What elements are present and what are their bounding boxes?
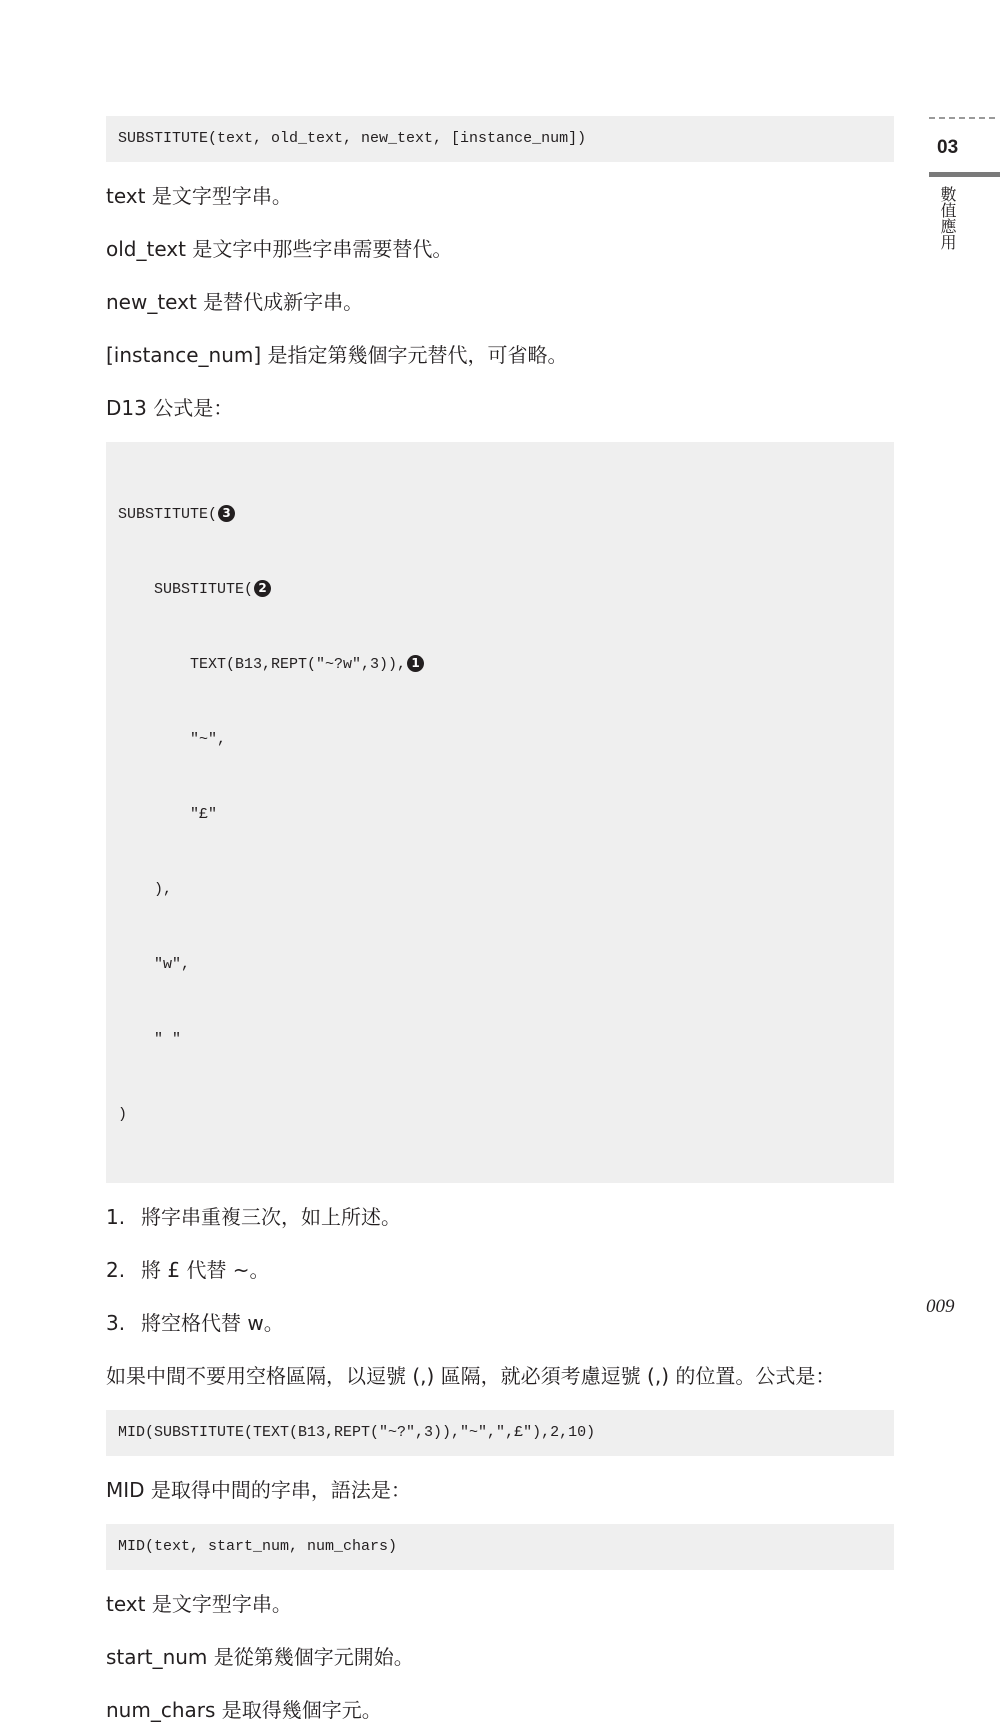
paragraph-old-text-arg: old_text 是文字中那些字串需要替代。	[106, 237, 453, 261]
code-block-substitute-syntax: SUBSTITUTE(text, old_text, new_text, [instance_num])	[106, 116, 894, 162]
code-block-d13-formula	[106, 442, 894, 1183]
code-line	[118, 577, 882, 602]
code-line: " "	[118, 1031, 182, 1048]
list-item-text: 將字串重複三次，如上所述。	[141, 1205, 401, 1229]
code-line: )	[118, 1106, 128, 1123]
list-item-text: 將 £ 代替 ~。	[141, 1258, 270, 1282]
chapter-number: 03	[937, 137, 959, 158]
paragraph-new-text-arg: new_text 是替代成新字串。	[106, 290, 364, 314]
code-block-mid-syntax: MID(text, start_num, num_chars)	[106, 1524, 894, 1570]
chapter-tab-bar	[929, 172, 1000, 177]
code-block-mid-formula: MID(SUBSTITUTE(TEXT(B13,REPT("~?",3)),"~",",£"),2,10)	[106, 1410, 894, 1456]
step-3-marker-icon: 3	[218, 505, 235, 522]
page-number: 009	[926, 1296, 955, 1317]
list-item-text: 將空格代替 w。	[141, 1311, 284, 1335]
list-item-number: 3.	[106, 1311, 126, 1335]
code-line-text: SUBSTITUTE(	[118, 581, 254, 598]
paragraph-comma-separator: 如果中間不要用空格區隔，以逗號 (,) 區隔，就必須考慮逗號 (,) 的位置。公式是：	[106, 1364, 836, 1388]
code-line-text: SUBSTITUTE(	[118, 506, 218, 523]
step-2-marker-icon: 2	[254, 580, 271, 597]
paragraph-text-arg: text 是文字型字串。	[106, 184, 292, 208]
code-line	[118, 652, 882, 677]
list-item-step-1	[106, 1205, 894, 1229]
code-line: "~",	[118, 731, 227, 748]
paragraph-start-num-arg: start_num 是從第幾個字元開始。	[106, 1645, 414, 1669]
paragraph-mid-text-arg: text 是文字型字串。	[106, 1592, 292, 1616]
list-item-step-3	[106, 1311, 894, 1335]
code-line-text: TEXT(B13,REPT("~?w",3)),	[118, 656, 407, 673]
code-line: "w",	[118, 956, 191, 973]
step-1-marker-icon: 1	[407, 655, 424, 672]
paragraph-instance-num-arg: [instance_num] 是指定第幾個字元替代，可省略。	[106, 343, 568, 367]
list-item-number: 2.	[106, 1258, 126, 1282]
list-item-number: 1.	[106, 1205, 126, 1229]
page-content	[106, 116, 894, 1722]
paragraph-num-chars-arg: num_chars 是取得幾個字元。	[106, 1698, 382, 1722]
code-line: "£"	[118, 806, 218, 823]
paragraph-d13-formula-intro: D13 公式是：	[106, 396, 234, 420]
paragraph-mid-intro: MID 是取得中間的字串，語法是：	[106, 1478, 411, 1502]
chapter-tab-dashed-rule	[929, 117, 995, 119]
code-line	[118, 502, 882, 527]
code-line: ),	[118, 881, 173, 898]
list-item-step-2	[106, 1258, 894, 1282]
chapter-title: 數值應用	[938, 186, 957, 250]
